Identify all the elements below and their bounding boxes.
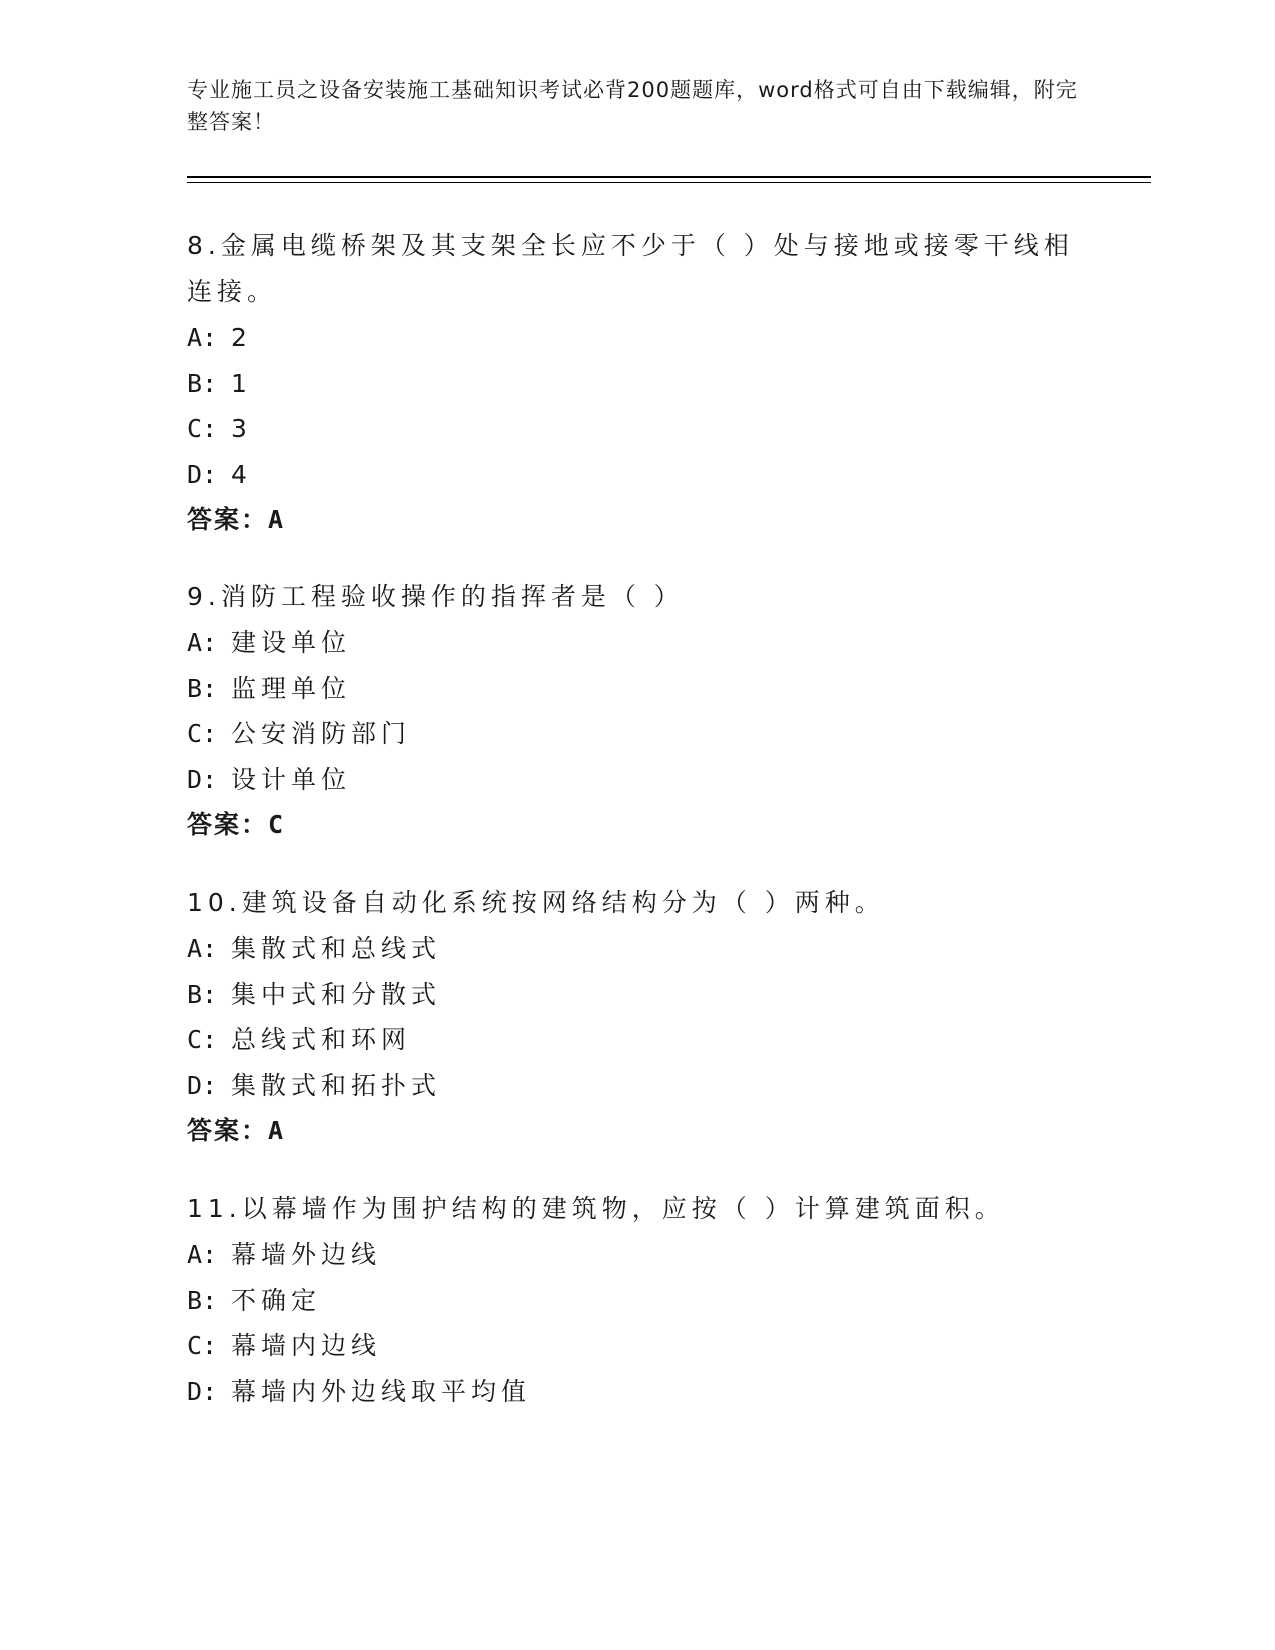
- option-text: 3: [231, 414, 252, 443]
- option-text: 集散式和总线式: [231, 934, 442, 963]
- option-letter: C:: [187, 1331, 218, 1360]
- option-letter: B:: [187, 673, 218, 703]
- option-d: [187, 1063, 1087, 1109]
- answer-value: A: [268, 505, 286, 534]
- option-a: [187, 1232, 1087, 1278]
- option-letter: A:: [187, 1240, 218, 1269]
- answer-line: [187, 802, 1087, 848]
- option-c: [187, 1017, 1087, 1063]
- question-8: [187, 223, 1087, 543]
- question-stem: 9.消防工程验收操作的指挥者是（ ）: [187, 582, 684, 611]
- option-d: [187, 452, 1087, 498]
- header-divider-thick: [187, 176, 1151, 178]
- option-letter: A:: [187, 323, 218, 352]
- option-letter: B:: [187, 1285, 218, 1315]
- option-d: [187, 1369, 1087, 1415]
- option-text: 建设单位: [231, 628, 352, 657]
- option-text: 公安消防部门: [231, 719, 412, 748]
- answer-line: [187, 497, 1087, 543]
- option-b: [187, 1278, 1087, 1324]
- option-text: 1: [231, 368, 252, 398]
- option-c: [187, 1323, 1087, 1369]
- question-stem: 11.以幕墙作为围护结构的建筑物，应按（ ）计算建筑面积。: [187, 1194, 1005, 1223]
- option-text: 2: [231, 323, 252, 352]
- option-letter: C:: [187, 414, 218, 443]
- option-c: [187, 711, 1087, 757]
- header-title: 专业施工员之设备安装施工基础知识考试必背200题题库，word格式可自由下载编辑，附完整答案！: [187, 78, 1078, 134]
- option-text: 不确定: [231, 1285, 322, 1315]
- question-stem: 10.建筑设备自动化系统按网络结构分为（ ）两种。: [187, 888, 885, 917]
- option-letter: B:: [187, 368, 218, 398]
- question-stem: 8.金属电缆桥架及其支架全长应不少于（ ）处与接地或接零干线相连接。: [187, 231, 1074, 306]
- header-divider-thin: [187, 182, 1151, 183]
- option-text: 集中式和分散式: [231, 979, 442, 1009]
- option-letter: D:: [187, 1070, 218, 1100]
- option-b: [187, 666, 1087, 712]
- option-text: 总线式和环网: [231, 1025, 412, 1054]
- option-text: 设计单位: [231, 764, 352, 794]
- option-letter: D:: [187, 459, 218, 489]
- option-letter: A:: [187, 934, 218, 963]
- option-letter: C:: [187, 1025, 218, 1054]
- answer-value: A: [268, 1116, 286, 1145]
- option-letter: A:: [187, 628, 218, 657]
- question-10: [187, 880, 1087, 1154]
- option-a: [187, 315, 1087, 361]
- option-b: [187, 972, 1087, 1018]
- option-text: 4: [231, 459, 252, 489]
- answer-label: 答案：: [187, 1116, 269, 1145]
- option-text: 集散式和拓扑式: [231, 1070, 442, 1100]
- answer-label: 答案：: [187, 810, 269, 839]
- option-c: [187, 406, 1087, 452]
- answer-line: [187, 1108, 1087, 1154]
- option-text: 幕墙外边线: [231, 1240, 382, 1269]
- option-b: [187, 361, 1087, 407]
- option-letter: C:: [187, 719, 218, 748]
- option-letter: D:: [187, 764, 218, 794]
- question-11: [187, 1186, 1087, 1414]
- option-text: 幕墙内外边线取平均值: [231, 1376, 532, 1406]
- question-9: [187, 574, 1087, 848]
- option-letter: B:: [187, 979, 218, 1009]
- option-a: [187, 926, 1087, 972]
- document-header: [187, 74, 1087, 138]
- option-d: [187, 757, 1087, 803]
- answer-value: C: [268, 810, 286, 839]
- option-a: [187, 620, 1087, 666]
- option-text: 幕墙内边线: [231, 1331, 382, 1360]
- option-text: 监理单位: [231, 673, 352, 703]
- option-letter: D:: [187, 1376, 218, 1406]
- answer-label: 答案：: [187, 505, 269, 534]
